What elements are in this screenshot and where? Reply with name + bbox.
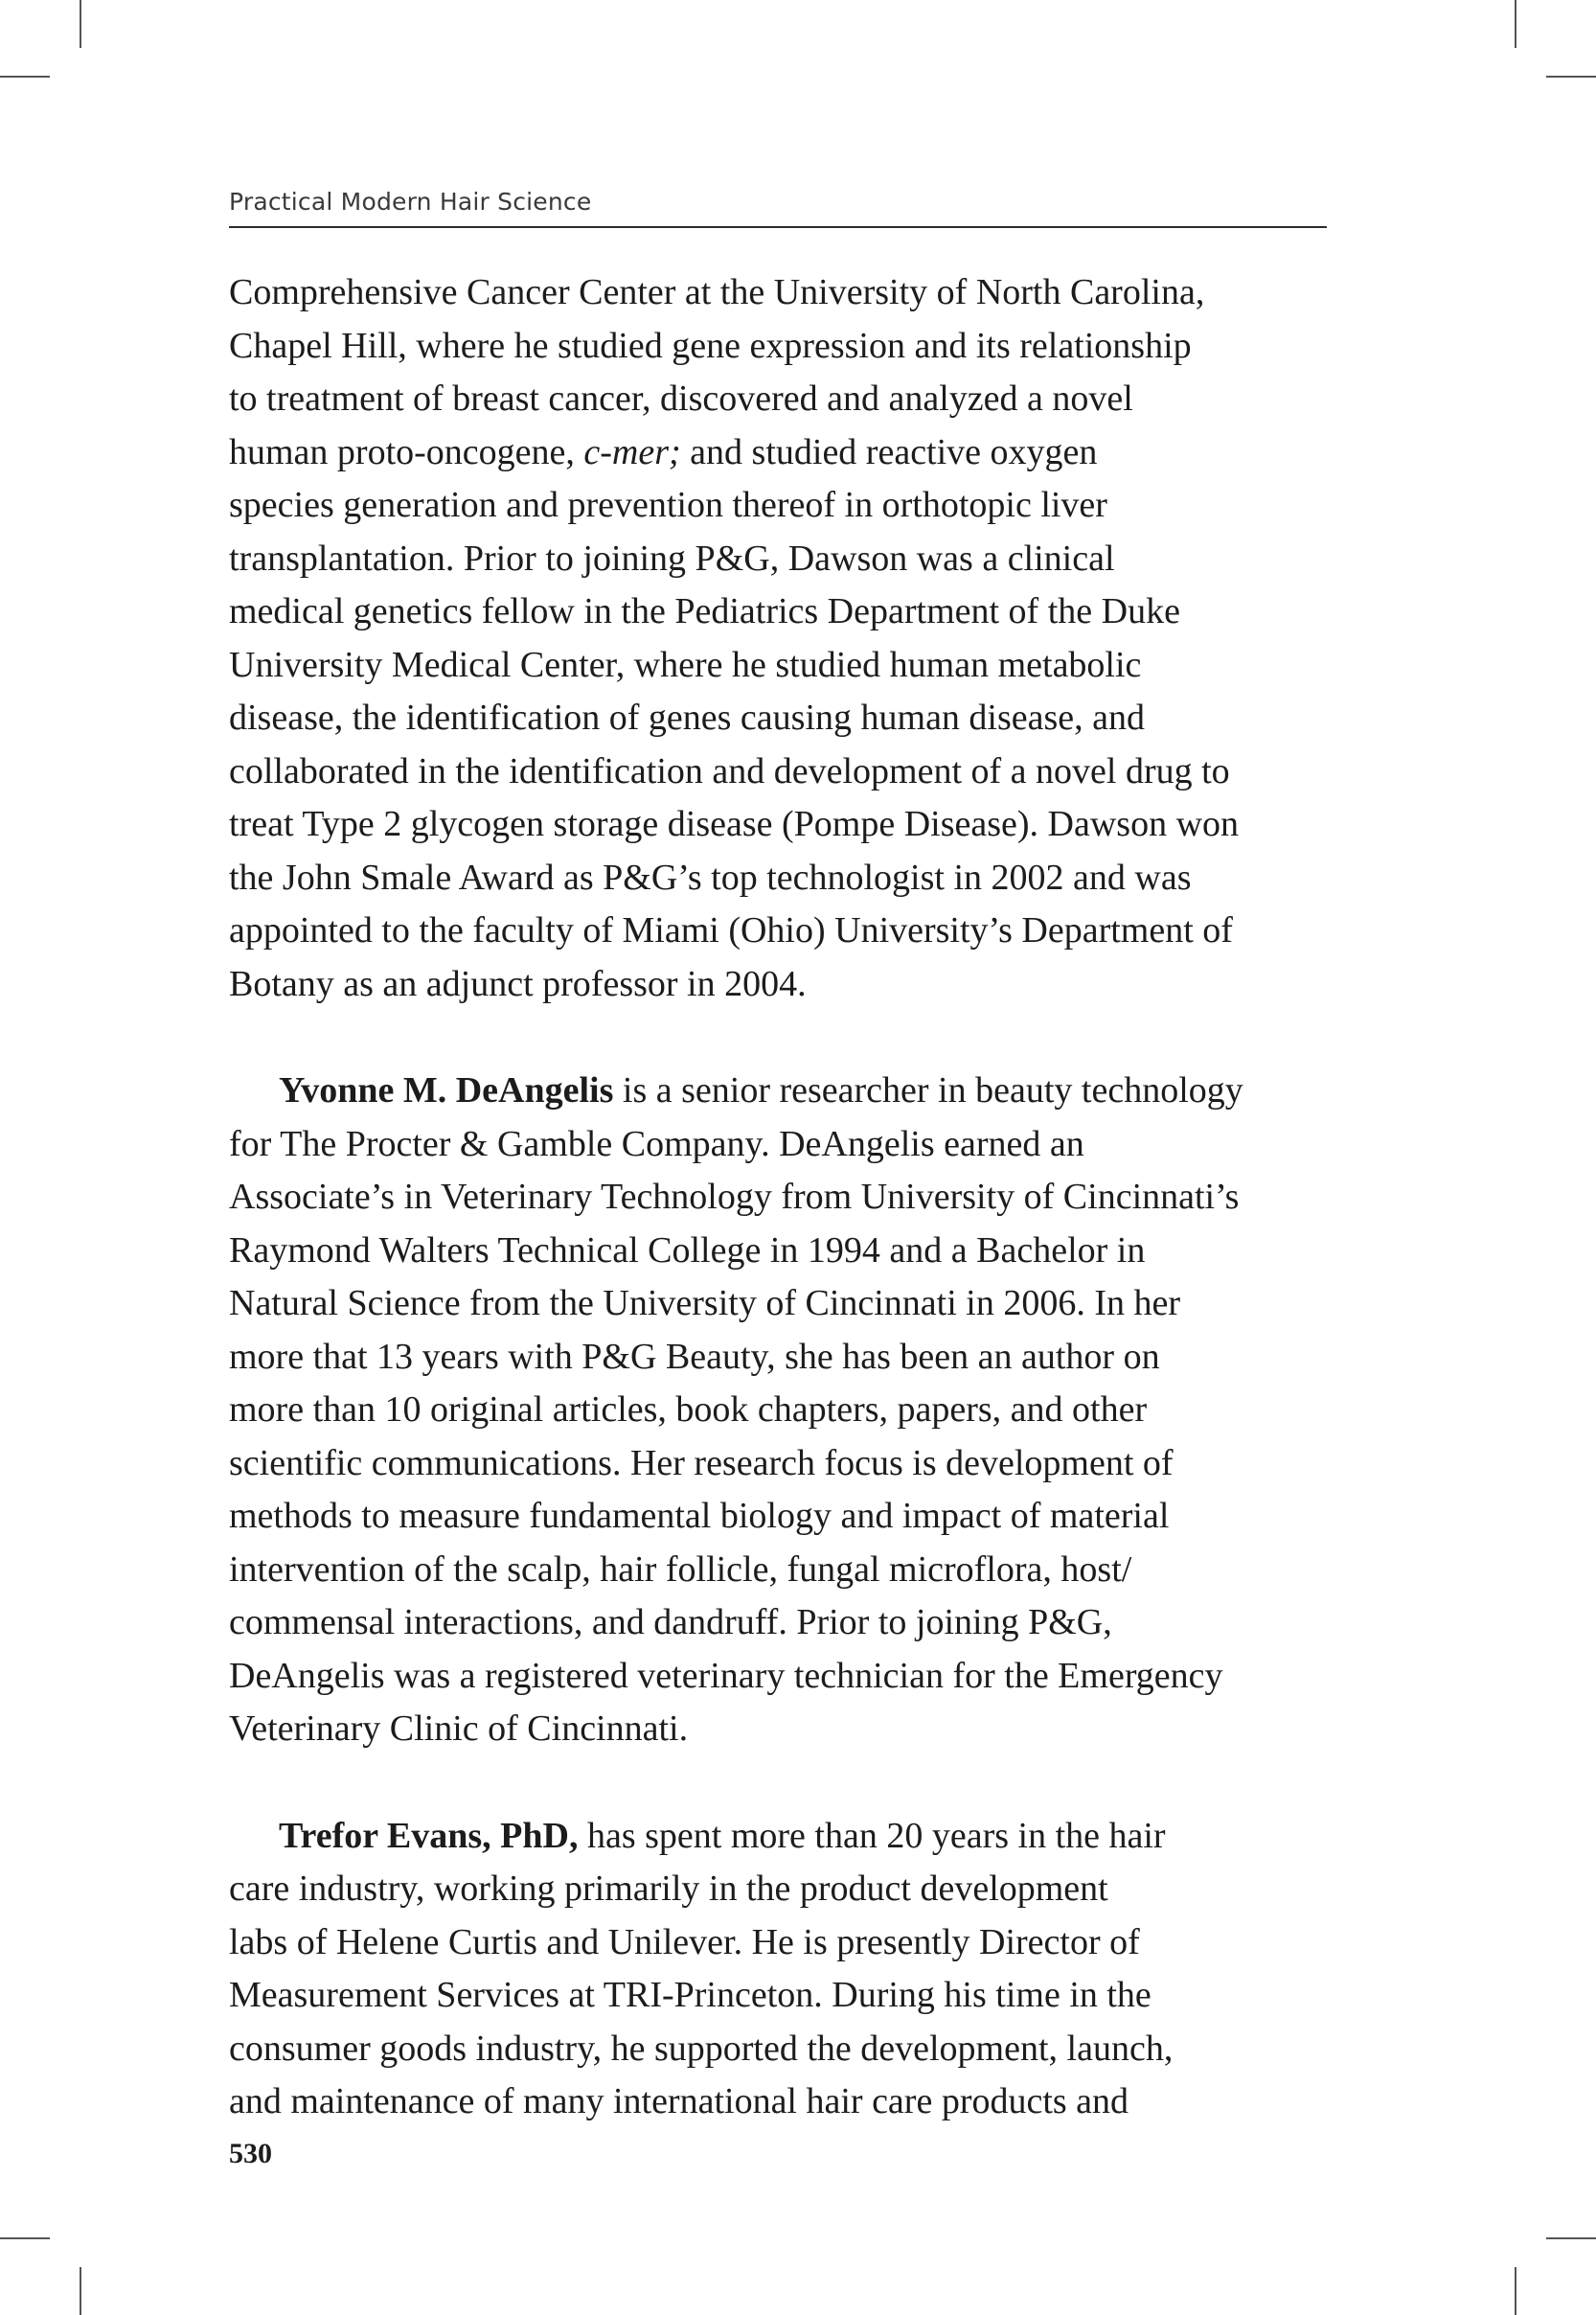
text-line: Comprehensive Cancer Center at the University of North Carolina,: [229, 272, 1205, 312]
text-line: Natural Science from the University of Cincinnati in 2006. In her: [229, 1283, 1181, 1323]
text-line: commensal interactions, and dandruff. Prior to joining P&G,: [229, 1602, 1112, 1642]
text-line: transplantation. Prior to joining P&G, Dawson was a clinical: [229, 538, 1115, 579]
paragraph-dawson-continued: [229, 266, 1331, 1011]
running-head: Practical Modern Hair Science: [229, 188, 592, 216]
crop-mark-bottom-right: [1515, 2267, 1516, 2315]
text-line: Measurement Services at TRI-Princeton. During his time in the: [229, 1975, 1151, 2015]
crop-mark-top-right-h: [1546, 76, 1596, 78]
text-line: to treatment of breast cancer, discovered and analyzed a novel: [229, 378, 1133, 419]
text-run: human proto-oncogene,: [229, 431, 584, 472]
paragraph-gap: [229, 1011, 1331, 1065]
text-line: intervention of the scalp, hair follicle, fungal microflora, host/: [229, 1548, 1132, 1590]
text-line: collaborated in the identification and development of a novel drug to: [229, 750, 1230, 791]
contributor-name: Trefor Evans, PhD,: [279, 1815, 579, 1856]
text-line: University Medical Center, where he studied human metabolic: [229, 644, 1142, 685]
text-line: treat Type 2 glycogen storage disease (Pompe Disease). Dawson won: [229, 804, 1240, 844]
crop-mark-top-left-h: [0, 76, 50, 78]
text-line: DeAngelis was a registered veterinary technician for the Emergency: [229, 1655, 1223, 1696]
contributor-name: Yvonne M. DeAngelis: [279, 1070, 614, 1111]
text-line: scientific communications. Her research focus is development of: [229, 1442, 1174, 1483]
gene-name-italic: c-mer;: [583, 431, 681, 472]
crop-mark-bottom-right-h: [1546, 2237, 1596, 2239]
text-line: care industry, working primarily in the product development: [229, 1868, 1108, 1909]
header-rule: [229, 226, 1327, 228]
text-line: appointed to the faculty of Miami (Ohio) University’s Department of: [229, 910, 1233, 951]
text-line: more than 10 original articles, book chapters, papers, and other: [229, 1389, 1148, 1430]
text-line: labs of Helene Curtis and Unilever. He is presently Director of: [229, 1921, 1140, 1962]
text-line: Associate’s in Veterinary Technology from University of Cincinnati’s: [229, 1177, 1240, 1217]
page-number: 530: [229, 2138, 272, 2169]
text-run: has spent more than 20 years in the hair: [578, 1815, 1166, 1856]
text-line: [229, 426, 1331, 480]
text-line: disease, the identification of genes causing human disease, and: [229, 698, 1146, 738]
text-line: Botany as an adjunct professor in 2004.: [229, 963, 807, 1004]
body-text: [229, 266, 1331, 2129]
text-line: Raymond Walters Technical College in 1994 and a Bachelor in: [229, 1229, 1146, 1271]
text-line: Veterinary Clinic of Cincinnati.: [229, 1708, 689, 1749]
text-line: species generation and prevention thereof in orthotopic liver: [229, 485, 1107, 525]
text-run: and studied reactive oxygen: [680, 431, 1098, 472]
text-line: medical genetics fellow in the Pediatrics Department of the Duke: [229, 591, 1180, 631]
text-line: and maintenance of many international hair care products and: [229, 2081, 1129, 2121]
text-run: is a senior researcher in beauty technology: [613, 1070, 1243, 1111]
crop-mark-top-right: [1515, 0, 1516, 48]
text-line: consumer goods industry, he supported the development, launch,: [229, 2028, 1174, 2069]
crop-mark-top-left: [80, 0, 81, 48]
paragraph-evans: [229, 1810, 1331, 2129]
crop-mark-bottom-left: [80, 2267, 81, 2315]
text-line: [229, 1065, 1331, 1118]
text-line: for The Procter & Gamble Company. DeAngelis earned an: [229, 1123, 1084, 1164]
text-line: more that 13 years with P&G Beauty, she has been an author on: [229, 1336, 1160, 1377]
text-line: [229, 1810, 1331, 1864]
crop-mark-bottom-left-h: [0, 2237, 50, 2239]
text-line: Chapel Hill, where he studied gene expression and its relationship: [229, 325, 1192, 366]
paragraph-gap: [229, 1756, 1331, 1810]
paragraph-deangelis: [229, 1065, 1331, 1756]
text-line: methods to measure fundamental biology and impact of material: [229, 1496, 1170, 1536]
text-line: the John Smale Award as P&G’s top technologist in 2002 and was: [229, 857, 1192, 898]
